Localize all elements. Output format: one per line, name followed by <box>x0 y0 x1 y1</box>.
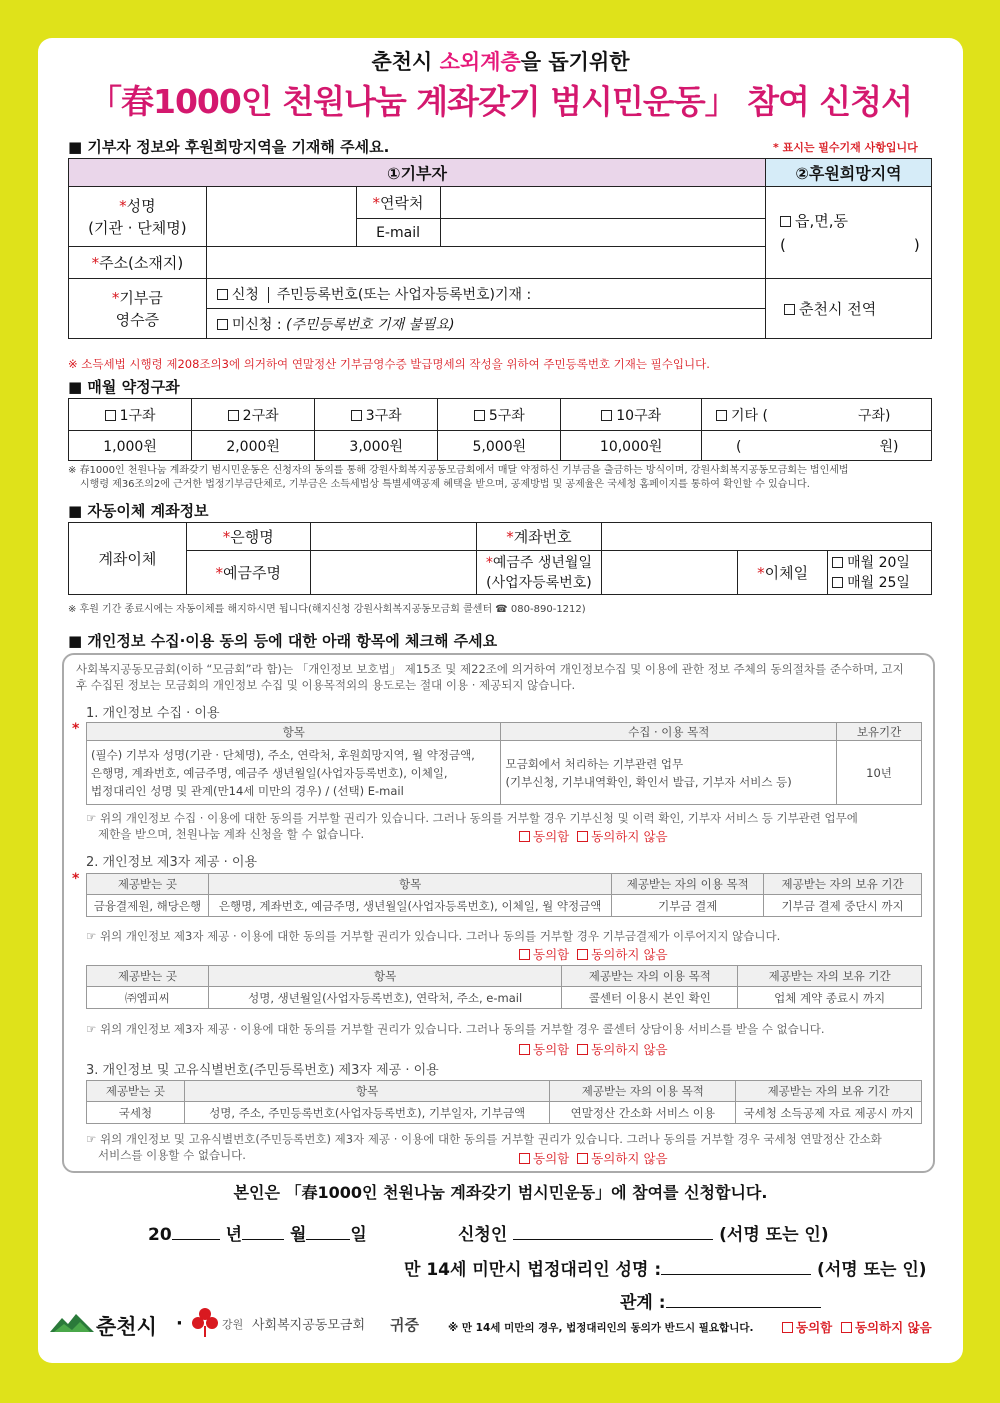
title-line2: 「春1000인 천원나눔 계좌갖기 범시민운동」 참여 신청서 <box>89 82 912 121</box>
mountain-icon <box>50 1312 94 1334</box>
account-option-10[interactable]: 10구좌 <box>561 399 702 431</box>
account-option-3[interactable]: 3구좌 <box>315 399 438 431</box>
receipt-label: *기부금 영수증 <box>69 279 207 339</box>
part2-table <box>86 873 922 917</box>
birth-label: *예금주 생년월일 (사업자등록번호) <box>476 551 602 595</box>
region-option-town[interactable]: 읍,면,동 ( ) <box>765 187 931 279</box>
tax-note: ※ 소득세법 시행령 제208조의3에 의거하여 연말정산 기부금영수증 발급명세의 작성을 위하여 주민등록번호 기재는 필수입니다. <box>68 357 710 371</box>
p2b-period: 업체 계약 종료시 까지 <box>738 987 922 1009</box>
footer-org-region: 강원 <box>222 1318 244 1331</box>
receipt-noapply-option[interactable]: 미신청 : (주민등록번호 기재 불필요) <box>206 309 765 339</box>
name-label: *성명 (기관 · 단체명) <box>69 187 207 247</box>
part2-required-mark: * <box>72 871 80 887</box>
part2-note: ☞ 위의 개인정보 제3자 제공 · 이용에 대한 동의를 거부할 권리가 있습니다. 그러나 동의를 거부할 경우 기부금결제가 이루어지지 않습니다. <box>86 929 781 943</box>
p1-items: (필수) 기부자 성명(기관 · 단체명), 주소, 연락처, 후원희망지역, 월 약정금액, 은행명, 계좌번호, 예금주명, 예금주 생년월일(사업자등록번호), 이체일, 법정대리인 성명 및 관계(만14세 미만의 경우) / (선택) E-mail <box>87 741 501 805</box>
declaration: 본인은 「春1000인 천원나눔 계좌갖기 범시민운동」에 참여를 신청합니다. <box>233 1183 768 1202</box>
p3-header-purpose: 제공받는 자의 이용 목적 <box>550 1081 736 1102</box>
consent-box <box>62 653 935 1173</box>
transfer-day-label: *이체일 <box>738 551 828 595</box>
p2b-purpose: 콜센터 이용시 본인 확인 <box>562 987 738 1009</box>
transfer-day-options[interactable]: 매월 20일 매월 25일 <box>828 551 932 595</box>
region-option-all[interactable]: 춘천시 전역 <box>765 279 931 339</box>
part2-title: 2. 개인정보 제3자 제공 · 이용 <box>86 855 258 870</box>
p1-purpose: 모금회에서 처리하는 기부관련 업무 (기부신청, 기부내역확인, 확인서 발급, 기부자 서비스 등) <box>501 741 837 805</box>
relation-line[interactable]: 관계 : <box>620 1288 821 1313</box>
p2-purpose: 기부금 결제 <box>612 895 764 917</box>
address-field[interactable] <box>206 247 765 279</box>
part2b-table <box>86 965 922 1009</box>
p2b-header-period: 제공받는 자의 보유 기간 <box>738 966 922 987</box>
p3-period: 국세청 소득공제 자료 제공시 까지 <box>736 1102 922 1124</box>
account-no-field[interactable] <box>602 523 932 551</box>
part2-consent[interactable]: 동의함 동의하지 않음 <box>519 945 668 963</box>
guardian-consent[interactable]: 동의함 동의하지 않음 <box>782 1318 932 1336</box>
transfer-table <box>68 522 932 595</box>
p3-item: 성명, 주소, 주민등록번호(사업자등록번호), 기부일자, 기부금액 <box>184 1102 550 1124</box>
donor-header: ①기부자 <box>69 159 766 187</box>
amount-3: 3,000원 <box>315 431 438 461</box>
p2b-header-purpose: 제공받는 자의 이용 목적 <box>562 966 738 987</box>
consent-intro: 사회복지공동모금회(이하 “모금회”라 함)는 「개인정보 보호법」 제15조 및 제22조에 의거하여 개인정보수집 및 이용에 관한 정보 주체의 동의절차를 준수하며, 고지 후 수집된 정보는 모금회의 개인정보 수집 및 이용목적외의 용도로는 절대 이용 · 제공되지 않습니다. <box>76 662 904 692</box>
p2-header-item: 항목 <box>208 874 611 895</box>
birth-field[interactable] <box>602 551 738 595</box>
amount-1: 1,000원 <box>69 431 192 461</box>
applicant-line[interactable]: 신청인 (서명 또는 인) <box>458 1225 829 1245</box>
fruit-logo <box>190 1306 220 1342</box>
p2-header-recipient: 제공받는 곳 <box>87 874 209 895</box>
p2-recipient: 금융결제원, 해당은행 <box>87 895 209 917</box>
name-field[interactable] <box>206 187 356 247</box>
p2-header-period: 제공받는 자의 보유 기간 <box>764 874 922 895</box>
amount-5: 5,000원 <box>438 431 561 461</box>
footer-city: 춘천시 <box>96 1315 157 1339</box>
contact-label: *연락처 <box>356 187 440 219</box>
p2-item: 은행명, 계좌번호, 예금주명, 생년월일(사업자등록번호), 이체일, 월 약정금액 <box>208 895 611 917</box>
guardian-footnote: ※ 만 14세 미만의 경우, 법정대리인의 동의가 반드시 필요합니다. <box>448 1322 754 1334</box>
accounts-note: ※ 春1000인 천원나눔 계좌갖기 범시민운동은 신청자의 동의를 통해 강원사회복지공동모금회에서 매달 약정하신 기부금을 출금하는 방식이며, 강원사회복지공동모금회는 법인세법 시행령 제36조의2에 근거한 법정기부금단체로, 기부금은 소득세법상 특별세액공제 혜택을 받으며, 공제방법 및 공제율은 국세청 홈페이지를 통하여 확인할 수 있습니다. <box>68 465 849 490</box>
p1-header-item: 항목 <box>87 723 501 741</box>
chuncheon-logo <box>50 1312 94 1338</box>
part1-title: 1. 개인정보 수집 · 이용 <box>86 706 220 721</box>
account-option-2[interactable]: 2구좌 <box>192 399 315 431</box>
p2b-header-recipient: 제공받는 곳 <box>87 966 209 987</box>
email-label: E-mail <box>356 219 440 247</box>
receipt-apply-option[interactable]: 신청 주민등록번호(또는 사업자등록번호)기재 : <box>206 279 765 309</box>
fruit-icon <box>190 1306 220 1338</box>
contact-field[interactable] <box>440 187 765 219</box>
donor-table <box>68 158 932 339</box>
part2b-consent[interactable]: 동의함 동의하지 않음 <box>519 1040 668 1058</box>
address-label: *주소(소재지) <box>69 247 207 279</box>
section3-heading: ■ 자동이체 계좌정보 <box>68 500 209 521</box>
p2-period: 기부금 결제 중단시 까지 <box>764 895 922 917</box>
bank-field[interactable] <box>310 523 476 551</box>
footer-sponsor: 귀중 <box>390 1316 419 1334</box>
transfer-note: ※ 후원 기간 종료시에는 자동이체를 해지하시면 됩니다(해지신청 강원사회복지공동모금회 콜센터 ☎ 080-890-1212) <box>68 604 586 615</box>
required-note: * 표시는 필수기재 사항입니다 <box>773 141 918 154</box>
account-option-other[interactable]: 기타 ( 구좌) <box>702 399 932 431</box>
part1-required-mark: * <box>72 721 80 737</box>
date-line[interactable]: 20 년 월 일 <box>148 1225 367 1245</box>
amount-2: 2,000원 <box>192 431 315 461</box>
title-line1: 춘천시 소외계층을 돕기위한 <box>371 50 630 74</box>
part3-title: 3. 개인정보 및 고유식별번호(주민등록번호) 제3자 제공 · 이용 <box>86 1063 439 1078</box>
application-form <box>38 38 963 1363</box>
holder-label: *예금주명 <box>186 551 310 595</box>
account-no-label: *계좌번호 <box>476 523 602 551</box>
amount-10: 10,000원 <box>561 431 702 461</box>
p2-header-purpose: 제공받는 자의 이용 목적 <box>612 874 764 895</box>
p3-header-item: 항목 <box>184 1081 550 1102</box>
p3-header-recipient: 제공받는 곳 <box>87 1081 185 1102</box>
account-option-5[interactable]: 5구좌 <box>438 399 561 431</box>
footer-org: 사회복지공동모금회 <box>252 1318 366 1333</box>
bank-label: *은행명 <box>186 523 310 551</box>
part3-consent[interactable]: 동의함 동의하지 않음 <box>519 1149 668 1167</box>
p1-period: 10년 <box>837 741 922 805</box>
p1-header-purpose: 수집 · 이용 목적 <box>501 723 837 741</box>
part1-consent[interactable]: 동의함 동의하지 않음 <box>519 827 668 845</box>
amount-other[interactable]: ( 원) <box>702 431 932 461</box>
p1-header-period: 보유기간 <box>837 723 922 741</box>
part2b-note: ☞ 위의 개인정보 제3자 제공 · 이용에 대한 동의를 거부할 권리가 있습니다. 그러나 동의를 거부할 경우 콜센터 상담이용 서비스를 받을 수 없습니다. <box>86 1022 825 1036</box>
guardian-line[interactable]: 만 14세 미만시 법정대리인 성명 : (서명 또는 인) <box>404 1260 927 1280</box>
p3-header-period: 제공받는 자의 보유 기간 <box>736 1081 922 1102</box>
part3-table <box>86 1080 922 1124</box>
email-field[interactable] <box>440 219 765 247</box>
p2b-header-item: 항목 <box>208 966 562 987</box>
footer-dot: · <box>176 1313 183 1334</box>
region-header: ②후원희망지역 <box>765 159 931 187</box>
transfer-label: 계좌이체 <box>69 523 187 595</box>
accounts-table <box>68 398 932 461</box>
p3-recipient: 국세청 <box>87 1102 185 1124</box>
part3-note: ☞ 위의 개인정보 및 고유식별번호(주민등록번호) 제3자 제공 · 이용에 대한 동의를 거부할 권리가 있습니다. 그러나 동의를 거부할 경우 국세청 연말정산 간소화 서비스를 이용할 수 없습니다. <box>86 1132 882 1162</box>
p2b-recipient: ㈜엠피씨 <box>87 987 209 1009</box>
p2b-item: 성명, 생년월일(사업자등록번호), 연락처, 주소, e-mail <box>208 987 562 1009</box>
part1-note: ☞ 위의 개인정보 수집 · 이용에 대한 동의를 거부할 권리가 있습니다. 그러나 동의를 거부할 경우 기부신청 및 이력 확인, 기부자 서비스 등 기부관련 업무에 제한을 받으며, 천원나눔 계좌 신청을 할 수 없습니다. <box>86 811 858 841</box>
holder-field[interactable] <box>310 551 476 595</box>
section1-heading: ■ 기부자 정보와 후원희망지역을 기재해 주세요. <box>68 136 389 157</box>
section2-heading: ■ 매월 약정구좌 <box>68 376 180 397</box>
section4-heading: ■ 개인정보 수집·이용 동의 등에 대한 아래 항목에 체크해 주세요 <box>68 630 497 651</box>
account-option-1[interactable]: 1구좌 <box>69 399 192 431</box>
part1-table <box>86 722 922 805</box>
p3-purpose: 연말정산 간소화 서비스 이용 <box>550 1102 736 1124</box>
